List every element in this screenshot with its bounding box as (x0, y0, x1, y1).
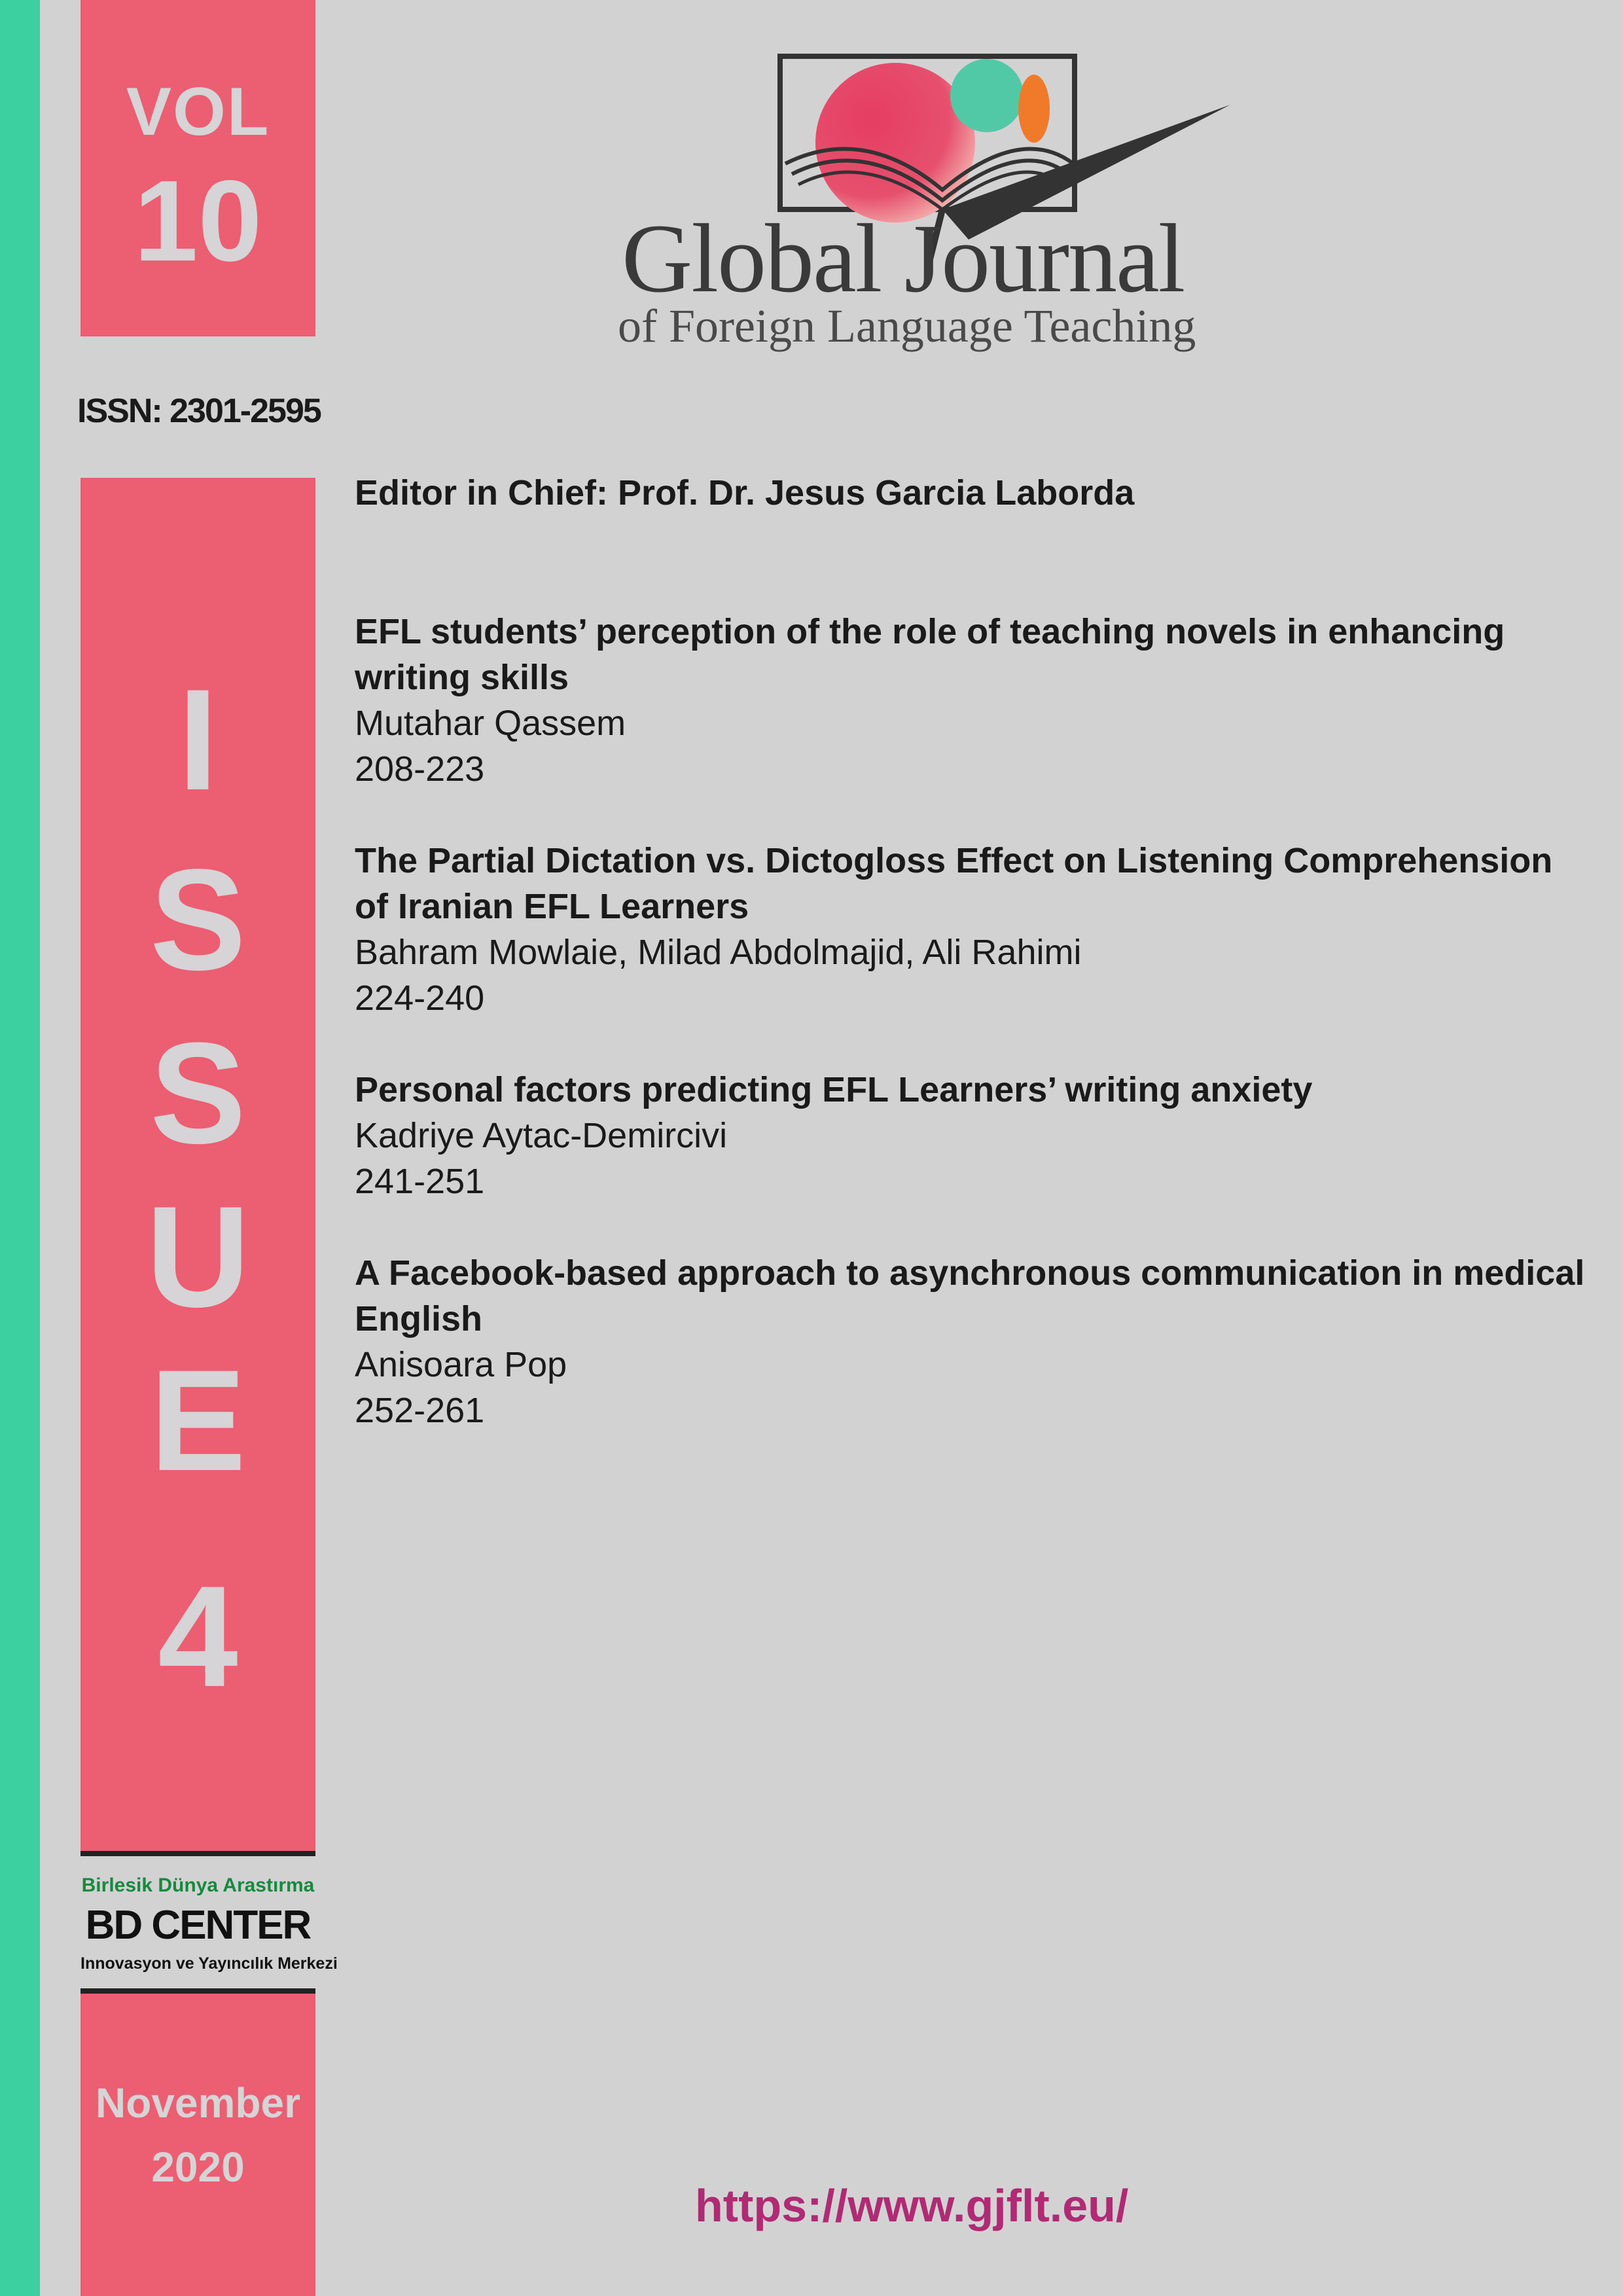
volume-number: 10 (134, 157, 262, 285)
green-edge-strip (0, 0, 40, 2296)
issue-block (80, 478, 315, 1851)
article-title: A Facebook-based approach to asynchronous communication in medical (355, 1253, 1585, 1293)
article-entry (355, 1250, 1592, 1433)
issue-letter: S (150, 1013, 246, 1174)
date-block (80, 1994, 315, 2296)
article-title: Personal factors predicting EFL Learners’ writing anxiety (355, 1070, 1313, 1109)
article-title: EFL students’ perception of the role of teaching novels in enhancing (355, 612, 1505, 651)
issue-letter: S (150, 839, 246, 1000)
publisher-bottom-text: Innovasyon ve Yayıncılık Merkezi (80, 1954, 338, 1973)
article-title: of Iranian EFL Learners (355, 887, 749, 926)
publisher-top-text: Birlesik Dünya Arastırma (81, 1874, 315, 1896)
volume-label: VOL (126, 74, 270, 150)
article-authors: Bahram Mowlaie, Milad Abdolmajid, Ali Rahimi (355, 933, 1082, 972)
publisher-name: BD CENTER (85, 1903, 311, 1948)
article-authors: Anisoara Pop (355, 1345, 567, 1384)
issue-letter: E (150, 1340, 246, 1501)
volume-block (80, 0, 315, 336)
article-pages: 208-223 (355, 749, 485, 789)
issue-letter: U (146, 1176, 250, 1337)
journal-subtitle: of Foreign Language Teaching (618, 300, 1196, 352)
issue-number: 4 (158, 1556, 238, 1717)
article-authors: Kadriye Aytac-Demircivi (355, 1116, 728, 1155)
article-entry (355, 838, 1592, 1021)
publisher-logo (80, 1851, 338, 1994)
article-authors: Mutahar Qassem (355, 704, 626, 743)
editor-in-chief: Editor in Chief: Prof. Dr. Jesus Garcia Laborda (355, 473, 1135, 512)
journal-url-link[interactable]: https://www.gjflt.eu/ (695, 2180, 1129, 2231)
issue-month: November (96, 2079, 300, 2126)
article-pages: 252-261 (355, 1391, 485, 1430)
article-pages: 224-240 (355, 978, 485, 1018)
article-entry (355, 1067, 1592, 1204)
article-entry (355, 609, 1592, 792)
issue-letter: I (177, 659, 219, 820)
article-title: The Partial Dictation vs. Dictogloss Effect on Listening Comprehension (355, 841, 1553, 880)
issue-year: 2020 (151, 2144, 245, 2191)
issn: ISSN: 2301-2595 (77, 392, 321, 430)
article-title: writing skills (355, 658, 569, 697)
article-title: English (355, 1299, 483, 1338)
article-pages: 241-251 (355, 1162, 485, 1201)
journal-title: Global Journal (622, 204, 1185, 313)
